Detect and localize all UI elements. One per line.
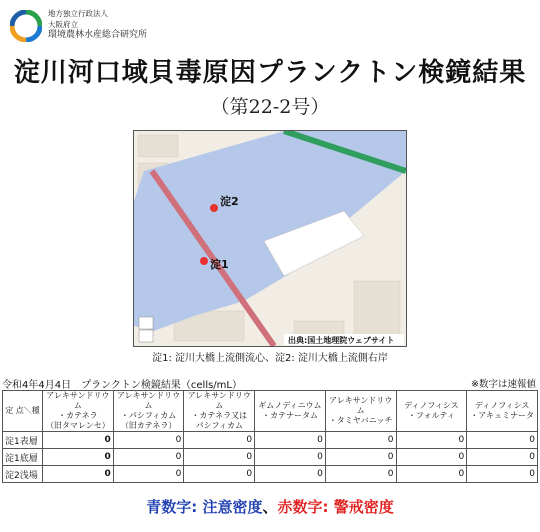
results-table xyxy=(2,390,538,483)
table-cell: 0 xyxy=(467,432,538,449)
table-cell: 0 xyxy=(255,466,326,483)
table-cell: 0 xyxy=(325,466,396,483)
table-cell: 0 xyxy=(43,449,114,466)
table-cell: 0 xyxy=(43,432,114,449)
species-header: アレキサンドリウム ・カテネラ （旧タマレンセ） xyxy=(43,391,114,432)
page-subtitle: （第22-2号） xyxy=(210,96,330,118)
legend-warning: 赤数字: 警戒密度 xyxy=(277,498,394,516)
row-label: 淀1底層 xyxy=(3,449,43,466)
table-cell: 0 xyxy=(467,449,538,466)
station-1-marker xyxy=(200,257,208,265)
station-2-label: 淀2 xyxy=(220,195,239,208)
map-zoom-out-button[interactable] xyxy=(139,330,153,342)
table-cell: 0 xyxy=(113,432,184,449)
table-cell: 0 xyxy=(396,432,467,449)
density-legend xyxy=(0,496,540,517)
map-source: 出典:国土地理院ウェブサイト xyxy=(288,336,395,345)
table-cell: 0 xyxy=(255,449,326,466)
org-line-2: 大阪府立 xyxy=(48,20,78,29)
table-cell: 0 xyxy=(396,466,467,483)
location-map xyxy=(133,130,407,347)
legend-separator: 、 xyxy=(262,498,278,516)
species-header: ギムノディニウム ・カテナータム xyxy=(255,391,326,432)
table-note: ※数字は速報値 xyxy=(471,379,536,390)
table-heading: 令和4年4月4日 プランクトン検鏡結果（cells/mL） xyxy=(2,380,242,391)
corner-cell: 定 点＼種 xyxy=(3,391,43,432)
table-header-row xyxy=(3,391,538,432)
org-line-1: 地方独立行政法人 xyxy=(48,9,108,18)
species-header: アレキサンドリウム ・タミヤバニッチ xyxy=(325,391,396,432)
table-cell: 0 xyxy=(467,466,538,483)
map-zoom-in-button[interactable] xyxy=(139,317,153,329)
logo-mark-icon xyxy=(10,10,42,42)
species-header: ディノフィシス ・アキュミナータ xyxy=(467,391,538,432)
table-row xyxy=(3,449,538,466)
page-title: 淀川河口域貝毒原因プランクトン検鏡結果 xyxy=(13,58,527,88)
row-label: 淀2浅場 xyxy=(3,466,43,483)
table-cell: 0 xyxy=(255,432,326,449)
legend-caution: 青数字: 注意密度 xyxy=(146,498,263,516)
station-2-marker xyxy=(210,204,218,212)
table-cell: 0 xyxy=(396,449,467,466)
table-cell: 0 xyxy=(184,449,255,466)
row-label: 淀1表層 xyxy=(3,432,43,449)
org-line-3: 環境農林水産総合研究所 xyxy=(48,30,148,40)
table-cell: 0 xyxy=(325,432,396,449)
table-cell: 0 xyxy=(184,432,255,449)
organization-name xyxy=(48,8,147,41)
table-cell: 0 xyxy=(43,466,114,483)
map-caption: 淀1: 淀川大橋上流側流心、淀2: 淀川大橋上流側右岸 xyxy=(152,353,388,364)
table-row xyxy=(3,432,538,449)
table-row xyxy=(3,466,538,483)
organization-logo xyxy=(10,8,210,48)
table-cell: 0 xyxy=(184,466,255,483)
station-1-label: 淀1 xyxy=(210,258,229,271)
table-cell: 0 xyxy=(113,466,184,483)
table-cell: 0 xyxy=(325,449,396,466)
map-graphic xyxy=(134,131,406,346)
species-header: ディノフィシス ・フォルティ xyxy=(396,391,467,432)
species-header: アレキサンドリウム ・パシフィカム （旧カテネラ） xyxy=(113,391,184,432)
species-header: アレキサンドリウム ・カテネラ又は パシフィカム xyxy=(184,391,255,432)
table-cell: 0 xyxy=(113,449,184,466)
